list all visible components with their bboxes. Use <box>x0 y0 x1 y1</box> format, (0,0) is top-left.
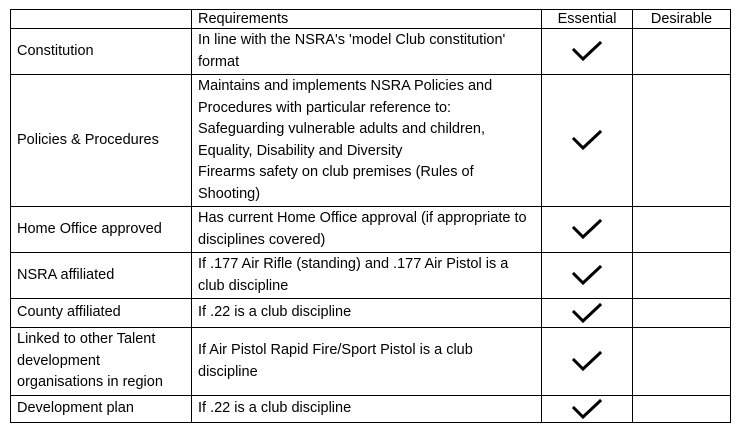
check-icon <box>571 218 603 240</box>
essential-cell <box>542 253 633 299</box>
check-icon <box>571 350 603 372</box>
essential-cell <box>542 396 633 423</box>
header-criteria <box>11 10 192 29</box>
criteria-cell: Development plan <box>11 396 192 423</box>
criteria-cell: Constitution <box>11 29 192 75</box>
check-icon <box>571 398 603 420</box>
requirements-cell <box>192 75 542 207</box>
table-row <box>11 207 731 253</box>
table-row <box>11 328 731 396</box>
table-row <box>11 253 731 299</box>
essential-cell <box>542 299 633 328</box>
desirable-cell <box>633 207 731 253</box>
header-requirements: Requirements <box>192 10 542 29</box>
criteria-cell: Linked to other Talent development organisations in region <box>11 328 192 396</box>
check-icon <box>571 302 603 324</box>
desirable-cell <box>633 29 731 75</box>
essential-cell <box>542 328 633 396</box>
desirable-cell <box>633 75 731 207</box>
requirements-cell: In line with the NSRA's 'model Club constitution' format <box>192 29 542 75</box>
requirements-cell: If Air Pistol Rapid Fire/Sport Pistol is a club discipline <box>192 328 542 396</box>
requirements-line: Firearms safety on club premises (Rules of <box>198 164 474 180</box>
essential-cell <box>542 75 633 207</box>
essential-cell <box>542 207 633 253</box>
requirements-cell: If .177 Air Rifle (standing) and .177 Air Pistol is a club discipline <box>192 253 542 299</box>
requirements-table <box>10 9 731 423</box>
essential-cell <box>542 29 633 75</box>
criteria-cell: Policies & Procedures <box>11 75 192 207</box>
check-icon <box>571 129 603 151</box>
requirements-cell: Has current Home Office approval (if appropriate to disciplines covered) <box>192 207 542 253</box>
requirements-line: Procedures with particular reference to: <box>198 99 452 116</box>
table-row <box>11 299 731 328</box>
criteria-cell: NSRA affiliated <box>11 253 192 299</box>
requirements-cell: If .22 is a club discipline <box>192 396 542 423</box>
criteria-cell: County affiliated <box>11 299 192 328</box>
header-essential: Essential <box>542 10 633 29</box>
table-row <box>11 29 731 75</box>
requirements-line: Equality, Disability and Diversity <box>198 142 403 159</box>
check-icon <box>571 264 603 286</box>
desirable-cell <box>633 299 731 328</box>
requirements-line: Safeguarding vulnerable adults and children, <box>198 121 485 137</box>
table-row <box>11 396 731 423</box>
desirable-cell <box>633 253 731 299</box>
desirable-cell <box>633 396 731 423</box>
requirements-cell: If .22 is a club discipline <box>192 299 542 328</box>
check-icon <box>571 40 603 62</box>
desirable-cell <box>633 328 731 396</box>
header-row <box>11 10 731 29</box>
table-row <box>11 75 731 207</box>
requirements-line: Maintains and implements NSRA Policies and <box>198 78 493 94</box>
criteria-cell: Home Office approved <box>11 207 192 253</box>
header-desirable: Desirable <box>633 10 731 29</box>
requirements-line: Shooting) <box>198 185 261 202</box>
